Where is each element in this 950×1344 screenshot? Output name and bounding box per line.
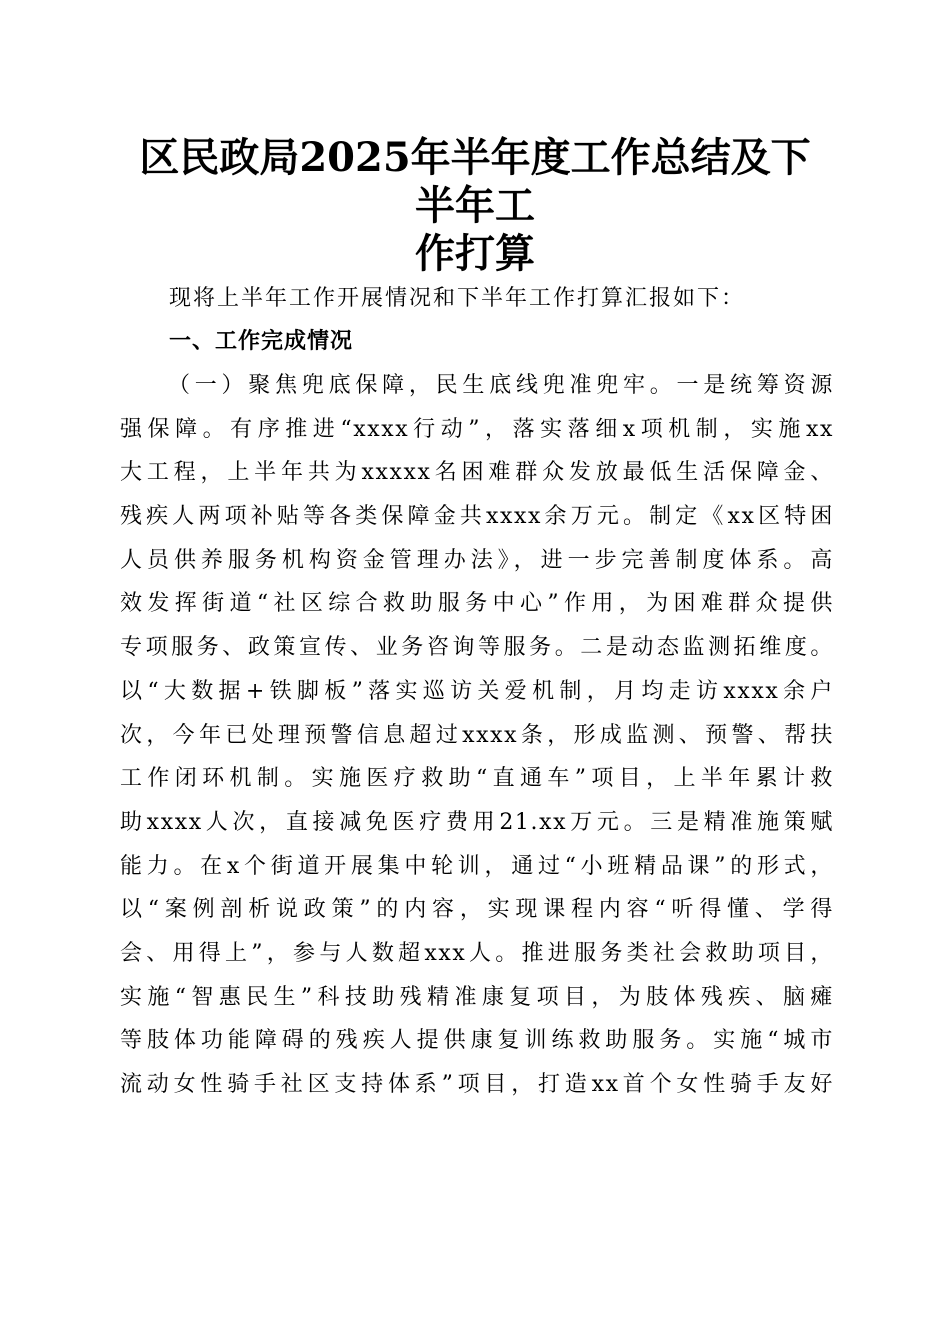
text-line: 助xxxx人次，直接减免医疗费用21.xx万元。三是精准施策赋: [120, 809, 834, 835]
text-line: 实施“智惠民生”科技助残精准康复项目，为肢体残疾、脑瘫: [120, 984, 834, 1010]
text-line: 流动女性骑手社区支持体系”项目，打造xx首个女性骑手友好: [120, 1072, 834, 1097]
text-line: （一）聚焦兜底保障，民生底线兜准兜牢。一是统筹资源: [168, 373, 834, 398]
document-title: [120, 134, 830, 278]
text-line: 工作闭环机制。实施医疗救助“直通车”项目，上半年累计救: [120, 766, 834, 792]
text-line: 效发挥街道“社区综合救助服务中心”作用，为困难群众提供: [120, 591, 834, 617]
section-heading: 一、工作完成情况: [169, 329, 354, 354]
body-paragraph: [120, 372, 834, 1115]
text-line: 次，今年已处理预警信息超过xxxx条，形成监测、预警、帮扶: [120, 722, 834, 748]
text-line: 强保障。有序推进“xxxx行动”，落实落细x项机制，实施xx: [120, 416, 834, 442]
text-line: 以“案例剖析说政策”的内容，实现课程内容“听得懂、学得: [120, 897, 834, 923]
text-line: 能力。在x个街道开展集中轮训，通过“小班精品课”的形式，: [120, 853, 834, 879]
text-line: 以“大数据+铁脚板”落实巡访关爱机制，月均走访xxxx余户: [120, 678, 834, 704]
text-line: 人员供养服务机构资金管理办法》，进一步完善制度体系。高: [120, 547, 834, 573]
text-line: 会、用得上”，参与人数超xxx人。推进服务类社会救助项目，: [120, 940, 834, 966]
title-line: 区民政局2025年半年度工作总结及下半年工: [139, 134, 811, 229]
text-line: 大工程，上半年共为xxxxx名困难群众发放最低生活保障金、: [120, 460, 834, 486]
intro-paragraph: 现将上半年工作开展情况和下半年工作打算汇报如下：: [169, 286, 746, 311]
title-line: 作打算: [415, 230, 535, 277]
text-line: 等肢体功能障碍的残疾人提供康复训练救助服务。实施“城市: [120, 1028, 834, 1054]
text-line: 专项服务、政策宣传、业务咨询等服务。二是动态监测拓维度。: [120, 635, 834, 661]
text-line: 残疾人两项补贴等各类保障金共xxxx余万元。制定《xx区特困: [120, 504, 834, 530]
